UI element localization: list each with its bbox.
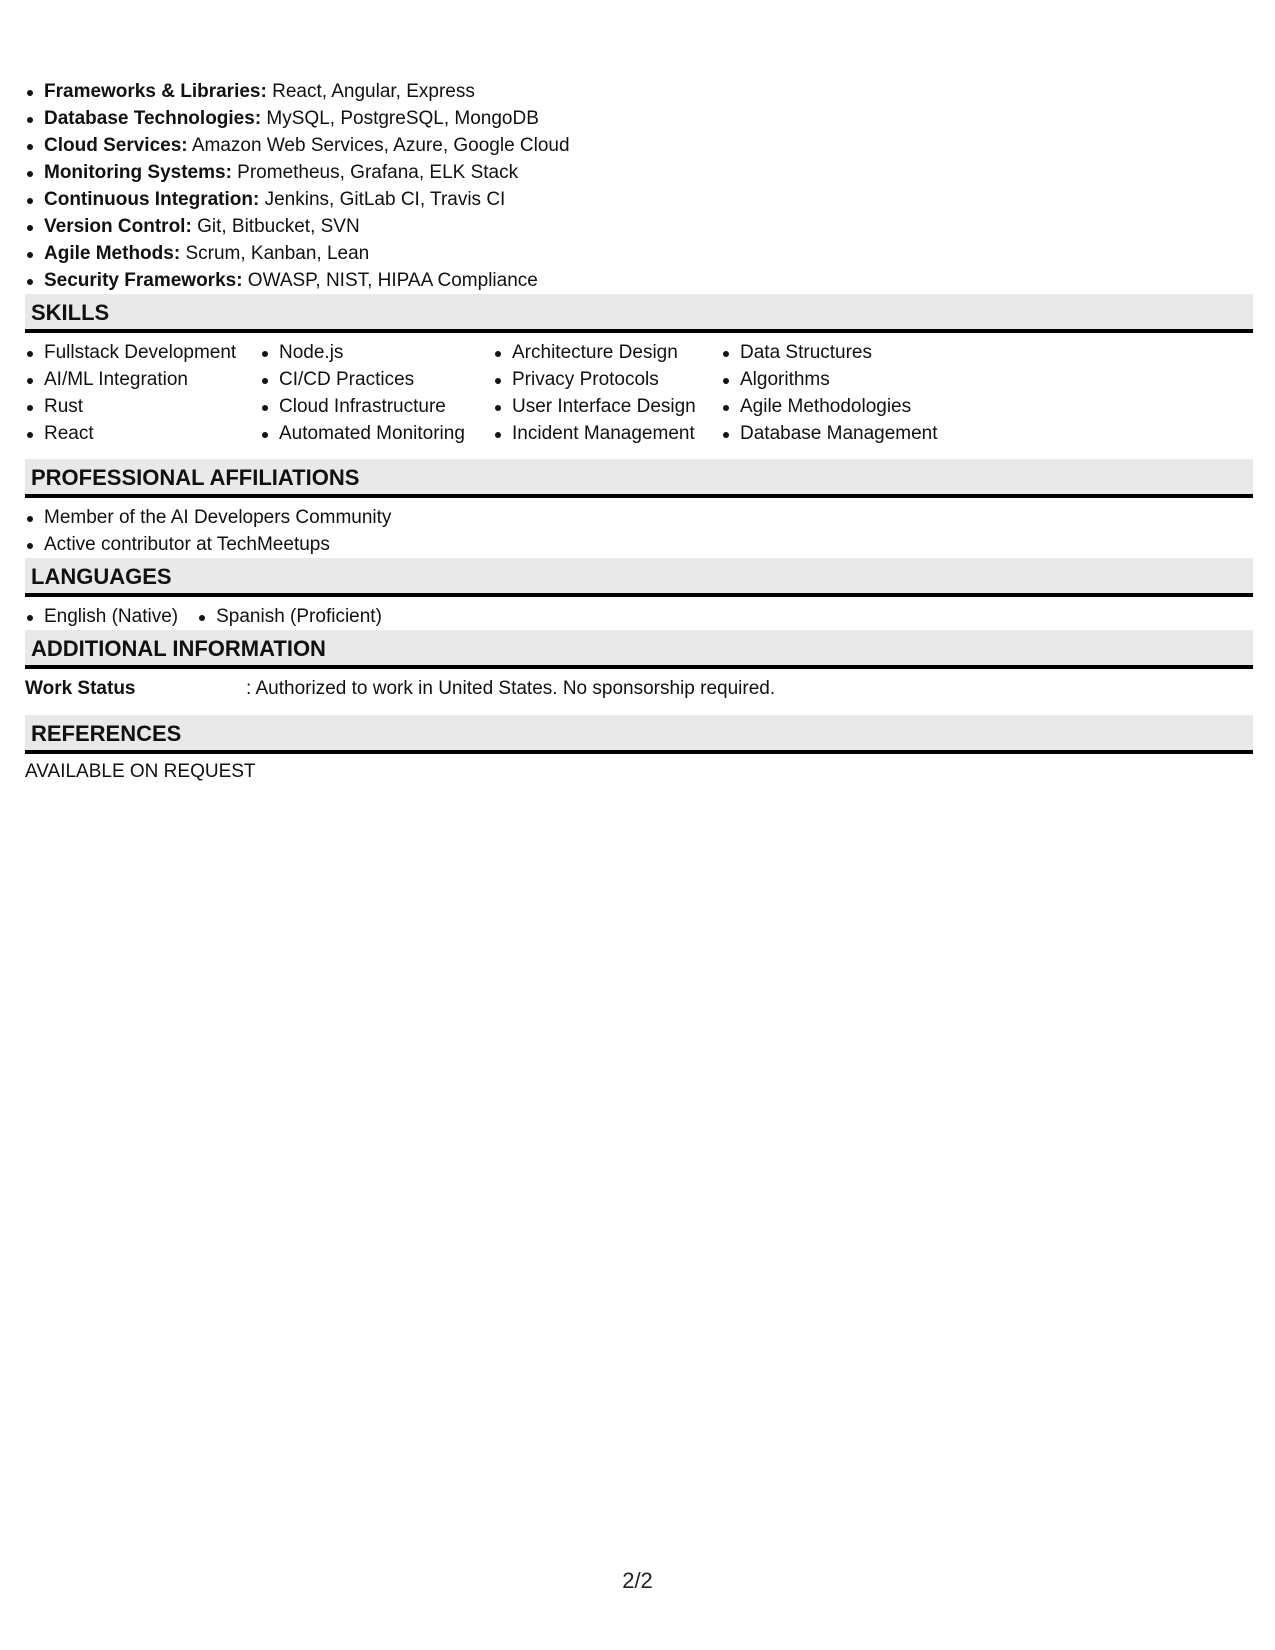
skill-item: Node.js	[260, 339, 493, 366]
skill-item: Incident Management	[493, 420, 721, 447]
list-item	[25, 105, 1253, 132]
item-value: OWASP, NIST, HIPAA Compliance	[242, 270, 538, 291]
affiliation-item: Member of the AI Developers Community	[25, 504, 1253, 531]
item-value: Amazon Web Services, Azure, Google Cloud	[187, 135, 570, 156]
skill-item: Agile Methodologies	[721, 393, 961, 420]
skills-column	[260, 339, 493, 447]
languages-list	[25, 603, 1253, 630]
affiliations-heading: PROFESSIONAL AFFILIATIONS	[25, 459, 1253, 498]
list-item	[25, 186, 1253, 213]
skill-item: CI/CD Practices	[260, 366, 493, 393]
language-item: Spanish (Proficient)	[197, 603, 382, 630]
item-label: Monitoring Systems:	[44, 162, 232, 183]
skills-column	[493, 339, 721, 447]
item-label: Version Control:	[44, 216, 192, 237]
list-item	[25, 240, 1253, 267]
page-number: 2/2	[622, 1568, 653, 1593]
item-label: Database Technologies:	[44, 108, 262, 129]
item-value: Git, Bitbucket, SVN	[191, 216, 360, 237]
skills-column	[25, 339, 260, 447]
list-item	[25, 159, 1253, 186]
item-label: Agile Methods:	[44, 243, 181, 264]
skills-column	[721, 339, 961, 447]
additional-info-heading: ADDITIONAL INFORMATION	[25, 630, 1253, 669]
language-item: English (Native)	[25, 603, 178, 630]
skill-item: Data Structures	[721, 339, 961, 366]
item-value: Scrum, Kanban, Lean	[180, 243, 370, 264]
item-value: Prometheus, Grafana, ELK Stack	[231, 162, 519, 183]
technical-proficiencies-list	[25, 78, 1253, 294]
skill-item: Rust	[25, 393, 260, 420]
work-status-value: : Authorized to work in United States. No sponsorship required.	[246, 678, 776, 699]
skill-item: User Interface Design	[493, 393, 721, 420]
item-label: Security Frameworks:	[44, 270, 243, 291]
affiliation-item: Active contributor at TechMeetups	[25, 531, 1253, 558]
resume-page	[25, 78, 1253, 786]
list-item	[25, 267, 1253, 294]
item-value: React, Angular, Express	[266, 81, 475, 102]
skills-heading: SKILLS	[25, 294, 1253, 333]
list-item	[25, 132, 1253, 159]
work-status-label: Work Status	[25, 678, 136, 699]
work-status-row	[25, 675, 1253, 703]
skill-item: AI/ML Integration	[25, 366, 260, 393]
skill-item: Database Management	[721, 420, 961, 447]
skill-item: Algorithms	[721, 366, 961, 393]
item-label: Frameworks & Libraries:	[44, 81, 267, 102]
list-item	[25, 78, 1253, 105]
skill-item: Privacy Protocols	[493, 366, 721, 393]
item-label: Cloud Services:	[44, 135, 188, 156]
list-item	[25, 213, 1253, 240]
languages-heading: LANGUAGES	[25, 558, 1253, 597]
affiliations-list	[25, 504, 1253, 558]
skills-grid	[25, 333, 1253, 447]
skill-item: Fullstack Development	[25, 339, 260, 366]
item-label: Continuous Integration:	[44, 189, 260, 210]
skill-item: Architecture Design	[493, 339, 721, 366]
skill-item: Cloud Infrastructure	[260, 393, 493, 420]
skill-item: Automated Monitoring	[260, 420, 493, 447]
references-text: AVAILABLE ON REQUEST	[25, 761, 256, 782]
item-value: Jenkins, GitLab CI, Travis CI	[259, 189, 506, 210]
references-heading: REFERENCES	[25, 715, 1253, 754]
skill-item: React	[25, 420, 260, 447]
item-value: MySQL, PostgreSQL, MongoDB	[261, 108, 539, 129]
